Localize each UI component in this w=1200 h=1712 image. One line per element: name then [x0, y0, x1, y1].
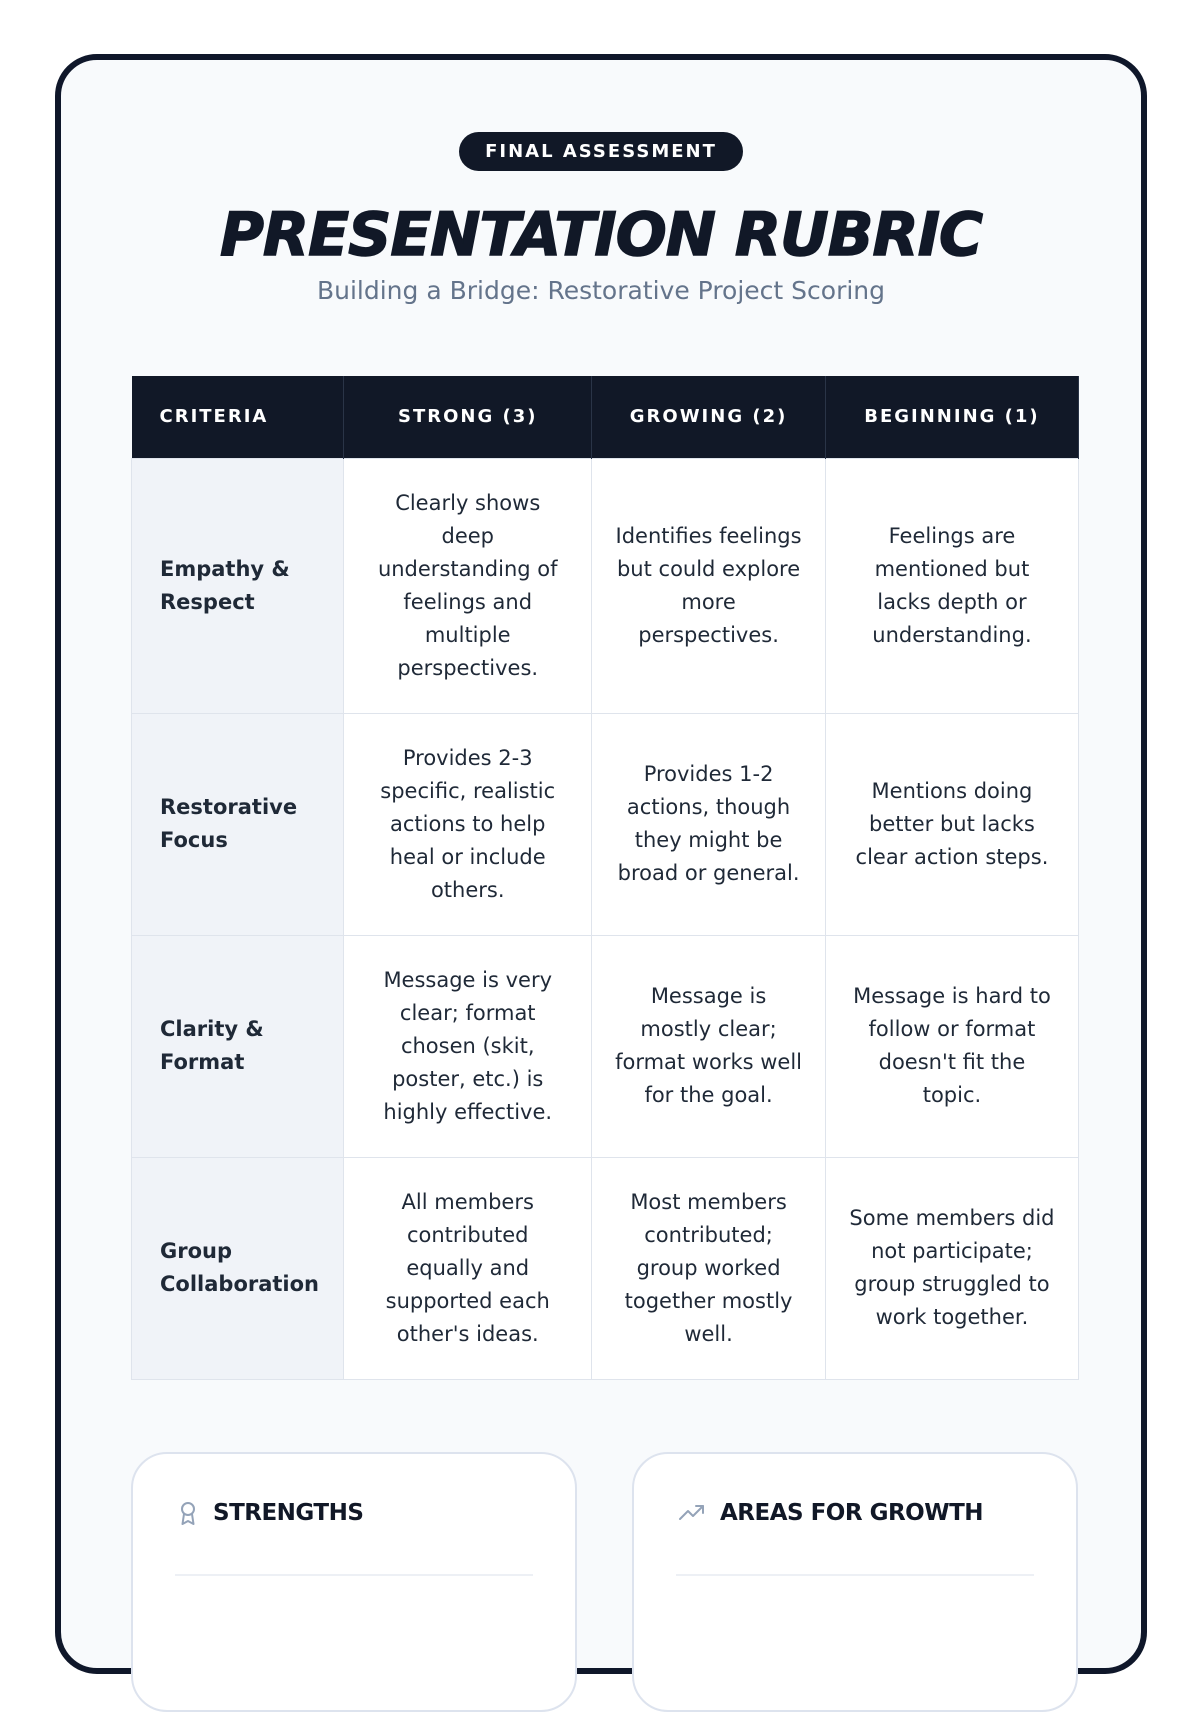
- strengths-divider: [175, 1574, 533, 1576]
- strengths-header: [177, 1500, 363, 1526]
- rubric-card: [55, 54, 1147, 1674]
- column-header-growing: GROWING (2): [592, 376, 826, 458]
- growth-divider: [676, 1574, 1034, 1576]
- growth-box: [632, 1452, 1078, 1712]
- growing-cell: Most members contributed; group worked together mostly well.: [592, 1157, 826, 1379]
- criteria-cell: Empathy & Respect: [132, 458, 344, 713]
- growing-cell: Message is mostly clear; format works well for the goal.: [592, 935, 826, 1157]
- growth-label: AREAS FOR GROWTH: [720, 1500, 984, 1526]
- strong-cell: Message is very clear; format chosen (skit, poster, etc.) is highly effective.: [344, 935, 592, 1157]
- rubric-table: [131, 376, 1079, 1380]
- table-row: [132, 458, 1079, 713]
- growing-cell: Provides 1-2 actions, though they might be broad or general.: [592, 713, 826, 935]
- page-subtitle: Building a Bridge: Restorative Project Scoring: [316, 276, 886, 305]
- criteria-cell: Group Collaboration: [132, 1157, 344, 1379]
- page-title: PRESENTATION RUBRIC: [219, 200, 983, 270]
- strengths-label: STRENGTHS: [213, 1500, 364, 1526]
- criteria-cell: Restorative Focus: [132, 713, 344, 935]
- growing-cell: Identifies feelings but could explore more perspectives.: [592, 458, 826, 713]
- criteria-cell: Clarity & Format: [132, 935, 344, 1157]
- strengths-box: [131, 1452, 577, 1712]
- column-header-criteria: CRITERIA: [132, 376, 344, 458]
- table-row: [132, 1157, 1079, 1379]
- strong-cell: All members contributed equally and supported each other's ideas.: [344, 1157, 592, 1379]
- strong-cell: Clearly shows deep understanding of feelings and multiple perspectives.: [344, 458, 592, 713]
- beginning-cell: Message is hard to follow or format doesn't fit the topic.: [825, 935, 1078, 1157]
- column-header-beginning: BEGINNING (1): [825, 376, 1078, 458]
- beginning-cell: Feelings are mentioned but lacks depth or understanding.: [825, 458, 1078, 713]
- table-row: [132, 935, 1079, 1157]
- beginning-cell: Some members did not participate; group struggled to work together.: [825, 1157, 1078, 1379]
- column-header-strong: STRONG (3): [344, 376, 592, 458]
- assessment-badge: FINAL ASSESSMENT: [459, 132, 743, 171]
- growth-header: [678, 1500, 983, 1526]
- strong-cell: Provides 2-3 specific, realistic actions to help heal or include others.: [344, 713, 592, 935]
- award-ribbon-icon: [177, 1500, 199, 1526]
- table-header-row: [132, 376, 1079, 458]
- table-row: [132, 713, 1079, 935]
- trending-up-icon: [678, 1503, 706, 1523]
- beginning-cell: Mentions doing better but lacks clear action steps.: [825, 713, 1078, 935]
